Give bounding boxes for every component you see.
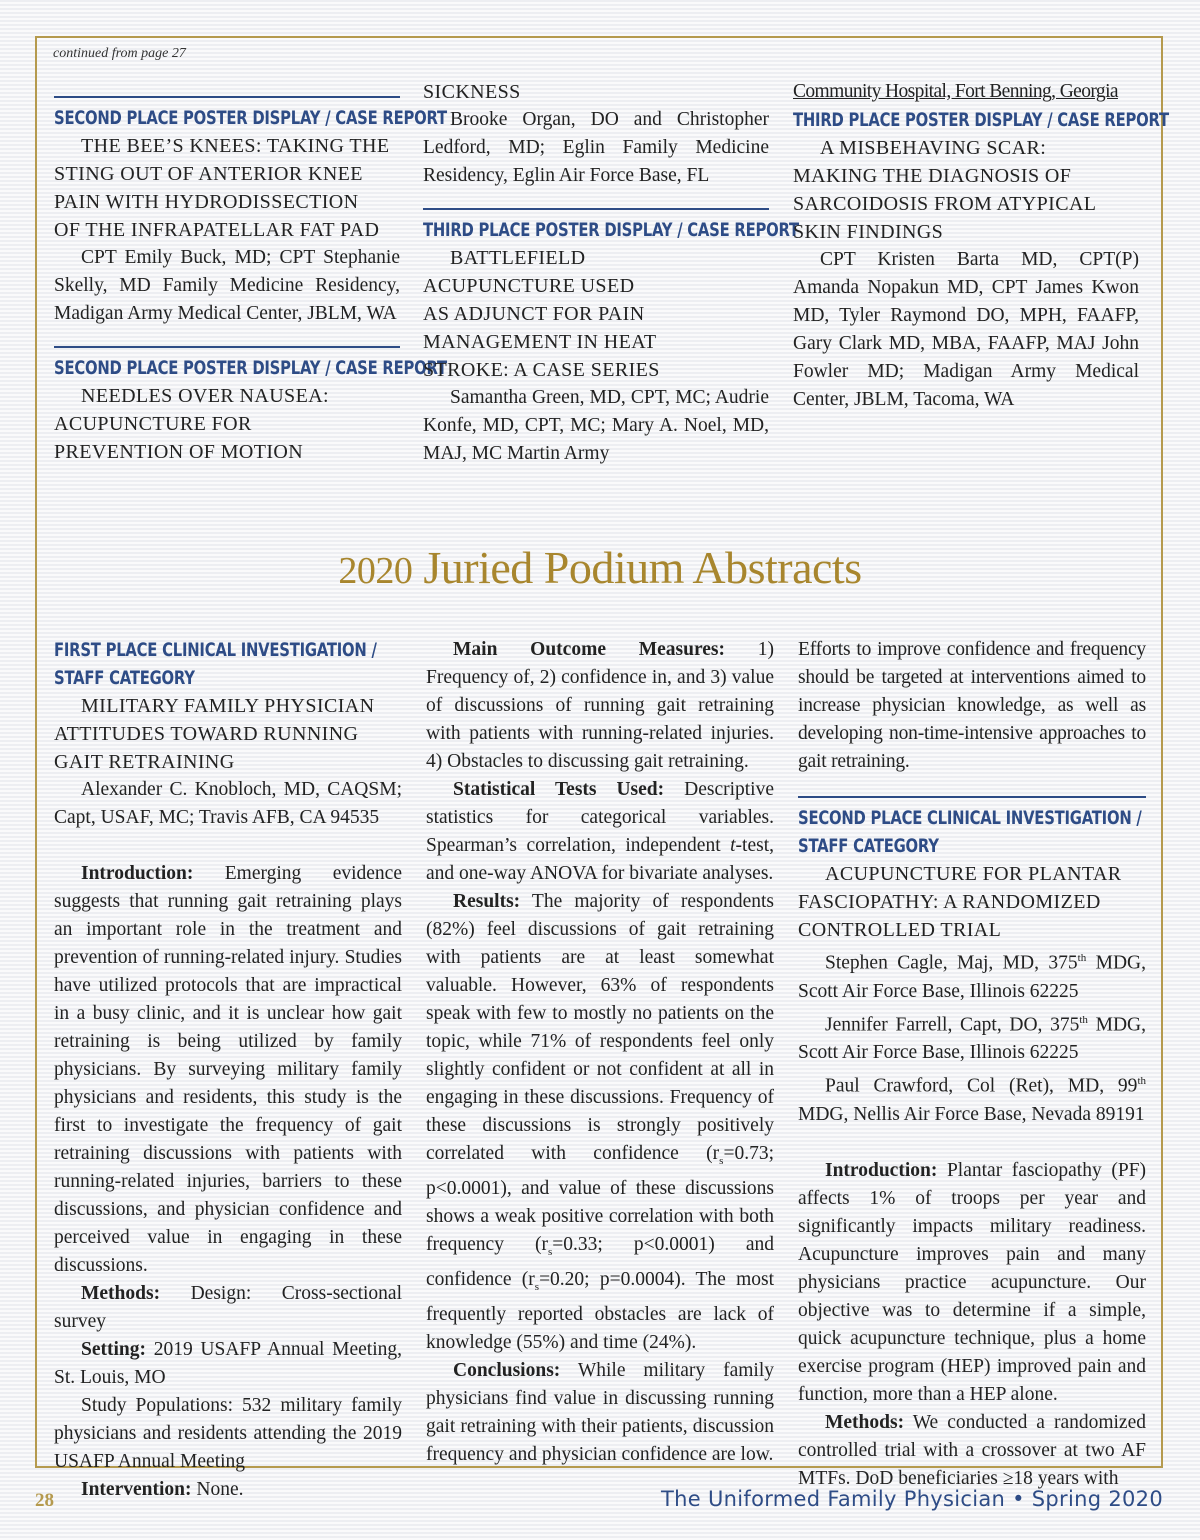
title-line: MAKING THE DIAGNOSIS OF [793,165,1072,187]
paragraph-text: Descriptive statistics for categorical variables. Spearman’s correlation, independent [426,779,774,856]
title-line: FASCIOPATHY: A RANDOMIZED [798,891,1101,913]
title-line: SKIN FINDINGS [793,221,944,243]
abstract-title [54,692,402,776]
divider [423,208,769,210]
paragraph-text: We conducted a randomized controlled trial with a crossover at two AF MTFs. DoD beneficiaries ≥18 years with [798,1411,1146,1489]
results-paragraph [426,888,774,1357]
abstract-title [54,132,400,244]
subscript: s [548,1245,553,1258]
title-line: PAIN WITH HYDRODISSECTION [54,191,359,213]
paragraph-text: While military family physicians find value in discussing running gait retraining with their patients, discussion frequency and physician confidence are low. [426,1359,774,1465]
category-label: SECOND PLACE POSTER DISPLAY / CASE REPORT [54,107,447,129]
section-label: Main Outcome Measures: [453,639,726,660]
category-label: FIRST PLACE CLINICAL INVESTIGATION / [54,639,377,661]
author-text: Stephen Cagle, Maj, MD, 375 [825,952,1078,974]
introduction-paragraph [54,860,402,1280]
italic-t: t [730,835,736,856]
author-text: Jennifer Farrell, Capt, DO, 375 [825,1014,1080,1035]
section-label: Methods: [81,1283,161,1304]
title-line: GAIT RETRAINING [54,751,235,773]
stats-paragraph [426,776,774,888]
page-number: 28 [35,1490,54,1511]
author-text: Paul Crawford, Col (Ret), MD, 99 [825,1075,1138,1097]
paragraph-text: 2019 USAFP Annual Meeting, St. Louis, MO [54,1339,402,1388]
paragraph-text: Design: Cross-sectional survey [54,1283,402,1332]
title-line: MANAGEMENT IN HEAT [423,331,657,353]
title-line: OF THE INFRAPATELLAR FAT PAD [54,219,380,241]
section-headline [0,538,1200,601]
headline-year: 2020 [338,550,413,592]
divider [54,96,400,98]
title-line: ACUPUNCTURE FOR PLANTAR [825,863,1122,885]
author-text: MDG, Scott Air Force Base, Illinois 62225 [798,1014,1146,1063]
title-line: SICKNESS [423,81,521,103]
outcome-paragraph [426,636,774,776]
divider [798,796,1146,798]
paragraph-text: The majority of respondents (82%) feel discussions of gait retraining with patients are at least somewhat valuable. However, 63% of respondents speak with few to mostly no patients on the topic, while 71% of respondents feel only slightly confident or not confident at all in engaging in these discussions. Frequency of these discussions is strongly positively correlated with confidence (r [426,891,774,1164]
continued-note: continued from page 27 [53,46,186,61]
author-entry [798,1006,1146,1068]
section-label: Introduction: [825,1159,938,1181]
category-label: THIRD PLACE POSTER DISPLAY / CASE REPORT [793,109,1169,131]
top-column-2 [423,78,799,468]
top-column-1 [54,90,447,466]
title-line: MILITARY FAMILY PHYSICIAN [81,695,375,717]
abstract-title [423,244,769,384]
title-line: PREVENTION OF MOTION [54,441,304,463]
author-entry [798,944,1146,1006]
paragraph-text: Emerging evidence suggests that running gait retraining plays an important role in the treatment and prevention of running-related injury. Studies have utilized protocols that are impractical in a busy clinic, and it is unclear how gait retraining is being utilized by family physicians. By surveying military family physicians and residents, this study is the first to investigate the frequency of gait retraining discussions with patients with running-related injuries, barriers to these discussions, and physician confidence and perceived value in engaging in these discussions. [54,863,402,1276]
author-list: Alexander C. Knobloch, MD, CAQSM; Capt, USAF, MC; Travis AFB, CA 94535 [54,779,402,828]
author-list: CPT Emily Buck, MD; CPT Stephanie Skelly, MD Family Medicine Residency, Madigan Army Medical Center, JBLM, WA [54,247,400,324]
paragraph-text: =0.73; p<0.0001), and value of these discussions shows a weak positive correlation with both frequency (r [426,1143,774,1255]
paragraph-text: 1) Frequency of, 2) confidence in, and 3) value of discussions of running gait retraining with patients with running-related injuries. 4) Obstacles to discussing gait retraining. [426,639,775,772]
author-list: Brooke Organ, DO and Christopher Ledford, MD; Eglin Family Medicine Residency, Eglin Air Force Base, FL [423,109,769,186]
paragraph-text: -test, and one-way ANOVA for bivariate analyses. [426,835,774,884]
conclusions-paragraph [426,1357,774,1469]
population-paragraph: Study Populations: 532 military family physicians and residents attending the 2019 USAFP Annual Meeting [54,1395,402,1472]
title-line: STROKE: A CASE SERIES [423,359,660,381]
author-entry [798,1067,1146,1129]
title-line: AS ADJUNCT FOR PAIN [423,303,645,325]
abstract-title [793,134,1139,246]
paragraph-text: =0.20; p=0.0004). The most frequently reported obstacles are lack of knowledge (55%) and time (24%). [426,1268,774,1353]
divider [54,346,400,348]
top-column-3 [793,78,1169,414]
section-label: Introduction: [81,863,194,884]
category-label: STAFF CATEGORY [798,835,939,857]
bottom-column-2 [426,636,774,1469]
headline-text: Juried Podium Abstracts [423,542,862,593]
superscript: th [1079,1013,1088,1026]
title-line: SARCOIDOSIS FROM ATYPICAL [793,193,1097,215]
title-line: NEEDLES OVER NAUSEA: [81,385,329,407]
methods-paragraph [54,1280,402,1336]
abstract-title [54,382,400,466]
affiliation-continued: Community Hospital, Fort Benning, Georgia [793,81,1118,102]
title-line: ACUPUNCTURE FOR [54,413,252,435]
paragraph-text: Plantar fasciopathy (PF) affects 1% of troops per year and significantly impacts military readiness. Acupuncture improves pain and many physicians practice acupuncture. Our objective was to determine if a simple, quick acupuncture technique, plus a home exercise program (HEP) improved pain and function, more than a HEP alone. [798,1159,1146,1405]
title-line: ACUPUNCTURE USED [423,275,635,297]
abstract-title [798,860,1146,944]
magazine-footer: The Uniformed Family Physician • Spring 2020 [661,1487,1163,1511]
section-label: Results: [453,891,521,912]
author-text: MDG, Scott Air Force Base, Illinois 62225 [798,952,1146,1002]
title-line: STING OUT OF ANTERIOR KNEE [54,163,363,185]
title-line: CONTROLLED TRIAL [798,919,1002,941]
title-line: BATTLEFIELD [450,247,586,269]
section-label: Methods: [825,1411,905,1433]
category-label: SECOND PLACE CLINICAL INVESTIGATION / [798,807,1142,829]
section-label: Conclusions: [453,1359,561,1381]
bottom-column-3 [798,636,1146,1493]
introduction-paragraph [798,1157,1146,1409]
category-label: SECOND PLACE POSTER DISPLAY / CASE REPORT [54,357,447,379]
section-label: Statistical Tests Used: [453,779,665,800]
paragraph-text: None. [191,1479,244,1500]
conclusion-continued: Efforts to improve confidence and frequency should be targeted at interventions aimed to increase physician knowledge, as well as developing non-time-intensive approaches to gait retraining. [798,639,1146,772]
title-line: THE BEE’S KNEES: TAKING THE [81,135,390,157]
subscript: s [719,1154,724,1167]
paragraph-text: =0.33; p<0.0001) and confidence (r [426,1233,774,1290]
title-line: ATTITUDES TOWARD RUNNING [54,723,359,745]
superscript: th [1077,952,1087,964]
section-label: Setting: [81,1339,146,1360]
category-label: STAFF CATEGORY [54,667,195,689]
setting-paragraph [54,1336,402,1392]
methods-paragraph [798,1409,1146,1493]
author-text: MDG, Nellis Air Force Base, Nevada 89191 [798,1103,1145,1125]
author-list: CPT Kristen Barta MD, CPT(P) Amanda Nopakun MD, CPT James Kwon MD, Tyler Raymond DO, MPH, FAAFP, Gary Clark MD, MBA, FAAFP, MAJ John Fowler MD; Madigan Army Medical Center, JBLM, Tacoma, WA [793,249,1139,410]
title-line: A MISBEHAVING SCAR: [820,137,1047,159]
bottom-column-1 [54,636,402,1504]
subscript: s [534,1280,540,1293]
section-label: Intervention: [81,1479,192,1500]
intervention-paragraph [54,1476,402,1504]
category-label: THIRD PLACE POSTER DISPLAY / CASE REPORT [423,219,799,241]
superscript: th [1137,1075,1146,1087]
author-list: Samantha Green, MD, CPT, MC; Audrie Konfe, MD, CPT, MC; Mary A. Noel, MD, MAJ, MC Martin Army [423,387,769,464]
